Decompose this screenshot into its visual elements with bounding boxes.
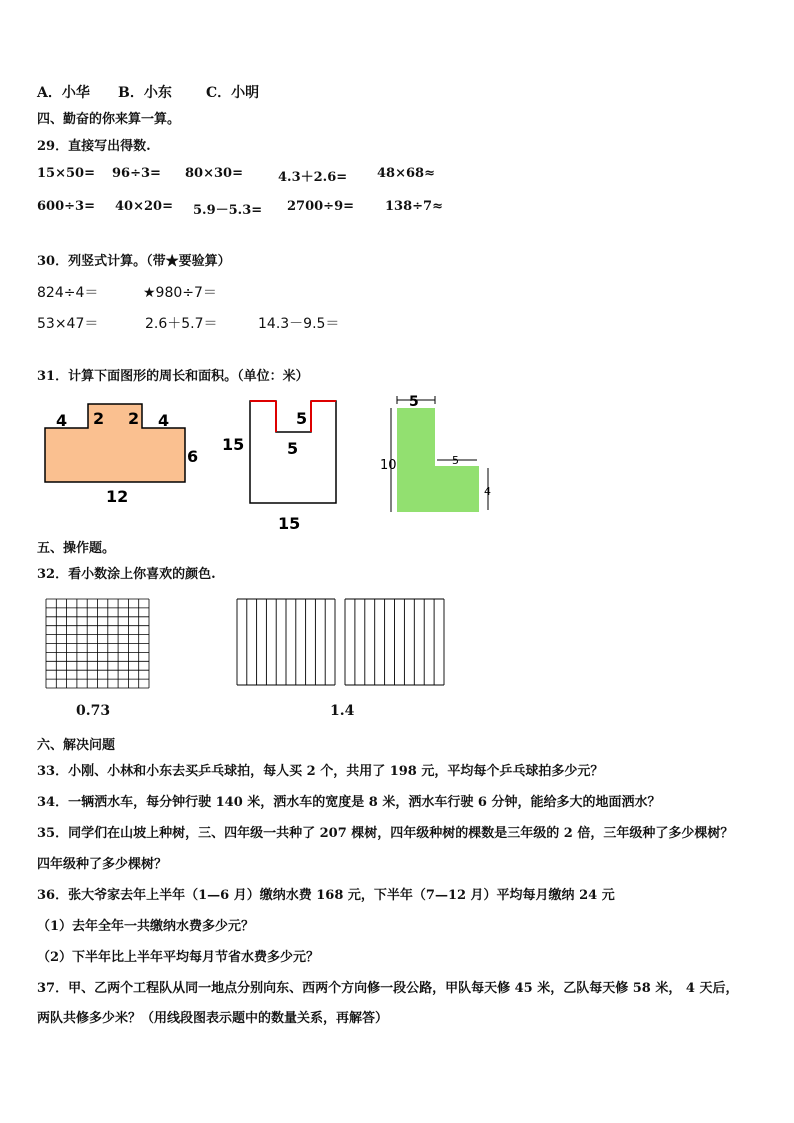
fig1-label-bottom: 12 [106, 487, 129, 506]
q31-title: 31．计算下面图形的周长和面积。（单位：米） [37, 369, 309, 384]
section5-title: 五、操作题。 [37, 541, 116, 556]
q32-title: 32．看小数涂上你喜欢的颜色. [37, 567, 216, 582]
q36-text: 36．张大爷家去年上半年（1—6 月）缴纳水费 168 元，下半年（7—12 月）平均每月缴纳 24 元 [37, 888, 615, 903]
q29-r2-c4: 2700÷9= [287, 199, 355, 214]
q34-text: 34．一辆洒水车，每分钟行驶 140 米，洒水车的宽度是 8 米，洒水车行驶 6 分钟，能给多大的地面洒水？ [37, 795, 661, 810]
q29-r1-c4: 4.3＋2.6= [278, 170, 348, 185]
q29-r1-c2: 96÷3= [112, 166, 161, 181]
q30-title: 30．列竖式计算。（带★要验算） [37, 254, 231, 269]
fig1-label-left: 4 [56, 411, 68, 430]
label-0-73: 0.73 [76, 703, 111, 719]
tenths-strip-2[interactable] [344, 598, 446, 686]
q36-sub1: （1）去年全年一共缴纳水费多少元？ [37, 919, 255, 934]
fig3-label-right: 4 [484, 485, 491, 498]
section6-title: 六、解决问题 [37, 738, 116, 753]
option-a: A．小华 [37, 85, 90, 101]
q36-sub2: （2）下半年比上半年平均每月节省水费多少元？ [37, 950, 320, 965]
fig1-label-right: 4 [158, 411, 170, 430]
fig2-label-notch-h: 5 [296, 409, 308, 428]
q29-r2-c5: 138÷7≈ [385, 199, 443, 214]
q37-line1: 37．甲、乙两个工程队从同一地点分别向东、西两个方向修一段公路，甲队每天修 45 米，乙队每天修 58 米， 4 天后， [37, 981, 739, 996]
q30-r2-c2: 2.6＋5.7＝ [145, 316, 218, 332]
q33-text: 33．小刚、小林和小东去买乒乓球拍，每人买 2 个，共用了 198 元，平均每个乒乓球拍多少元？ [37, 764, 604, 779]
q30-r2-c3: 14.3－9.5＝ [258, 316, 340, 332]
q35-line2: 四年级种了多少棵树？ [37, 857, 168, 872]
q29-title: 29．直接写出得数. [37, 139, 151, 154]
fig3-label-top: 5 [409, 394, 419, 410]
q37-line2: 两队共修多少米？（用线段图表示题中的数量关系，再解答） [37, 1011, 389, 1026]
q29-r2-c1: 600÷3= [37, 199, 95, 214]
q29-r1-c3: 80×30= [185, 166, 243, 181]
label-1-4: 1.4 [330, 703, 355, 719]
q29-r1-c1: 15×50= [37, 166, 95, 181]
figure-t-shape [36, 395, 206, 507]
fig2-label-bottom: 15 [278, 514, 301, 533]
q30-r1-c2: ★980÷7＝ [143, 285, 217, 301]
fig2-label-notch-w: 5 [287, 439, 299, 458]
figure-l-shape [376, 388, 501, 516]
option-b: B．小东 [118, 85, 172, 101]
q29-r2-c3: 5.9－5.3= [193, 203, 263, 218]
tenths-strip-1[interactable] [236, 598, 336, 686]
fig2-label-left: 15 [222, 435, 245, 454]
q30-r1-c1: 824÷4＝ [37, 285, 99, 301]
section4-title: 四、勤奋的你来算一算。 [37, 112, 181, 127]
fig1-label-height: 6 [187, 447, 199, 466]
q30-r2-c1: 53×47＝ [37, 316, 99, 332]
fig1-label-mid1: 2 [93, 409, 105, 428]
hundred-grid[interactable] [45, 598, 151, 690]
q35-line1: 35．同学们在山坡上种树，三、四年级一共种了 207 棵树，四年级种树的棵数是三年级的 2 倍，三年级种了多少棵树？ [37, 826, 734, 841]
fig3-label-step: 5 [452, 454, 459, 467]
option-c: C．小明 [206, 85, 260, 101]
q29-r2-c2: 40×20= [115, 199, 173, 214]
fig1-label-mid2: 2 [128, 409, 140, 428]
fig3-label-left: 10 [380, 458, 397, 473]
q29-r1-c5: 48×68≈ [377, 166, 435, 181]
figure-notched-square [220, 393, 345, 535]
